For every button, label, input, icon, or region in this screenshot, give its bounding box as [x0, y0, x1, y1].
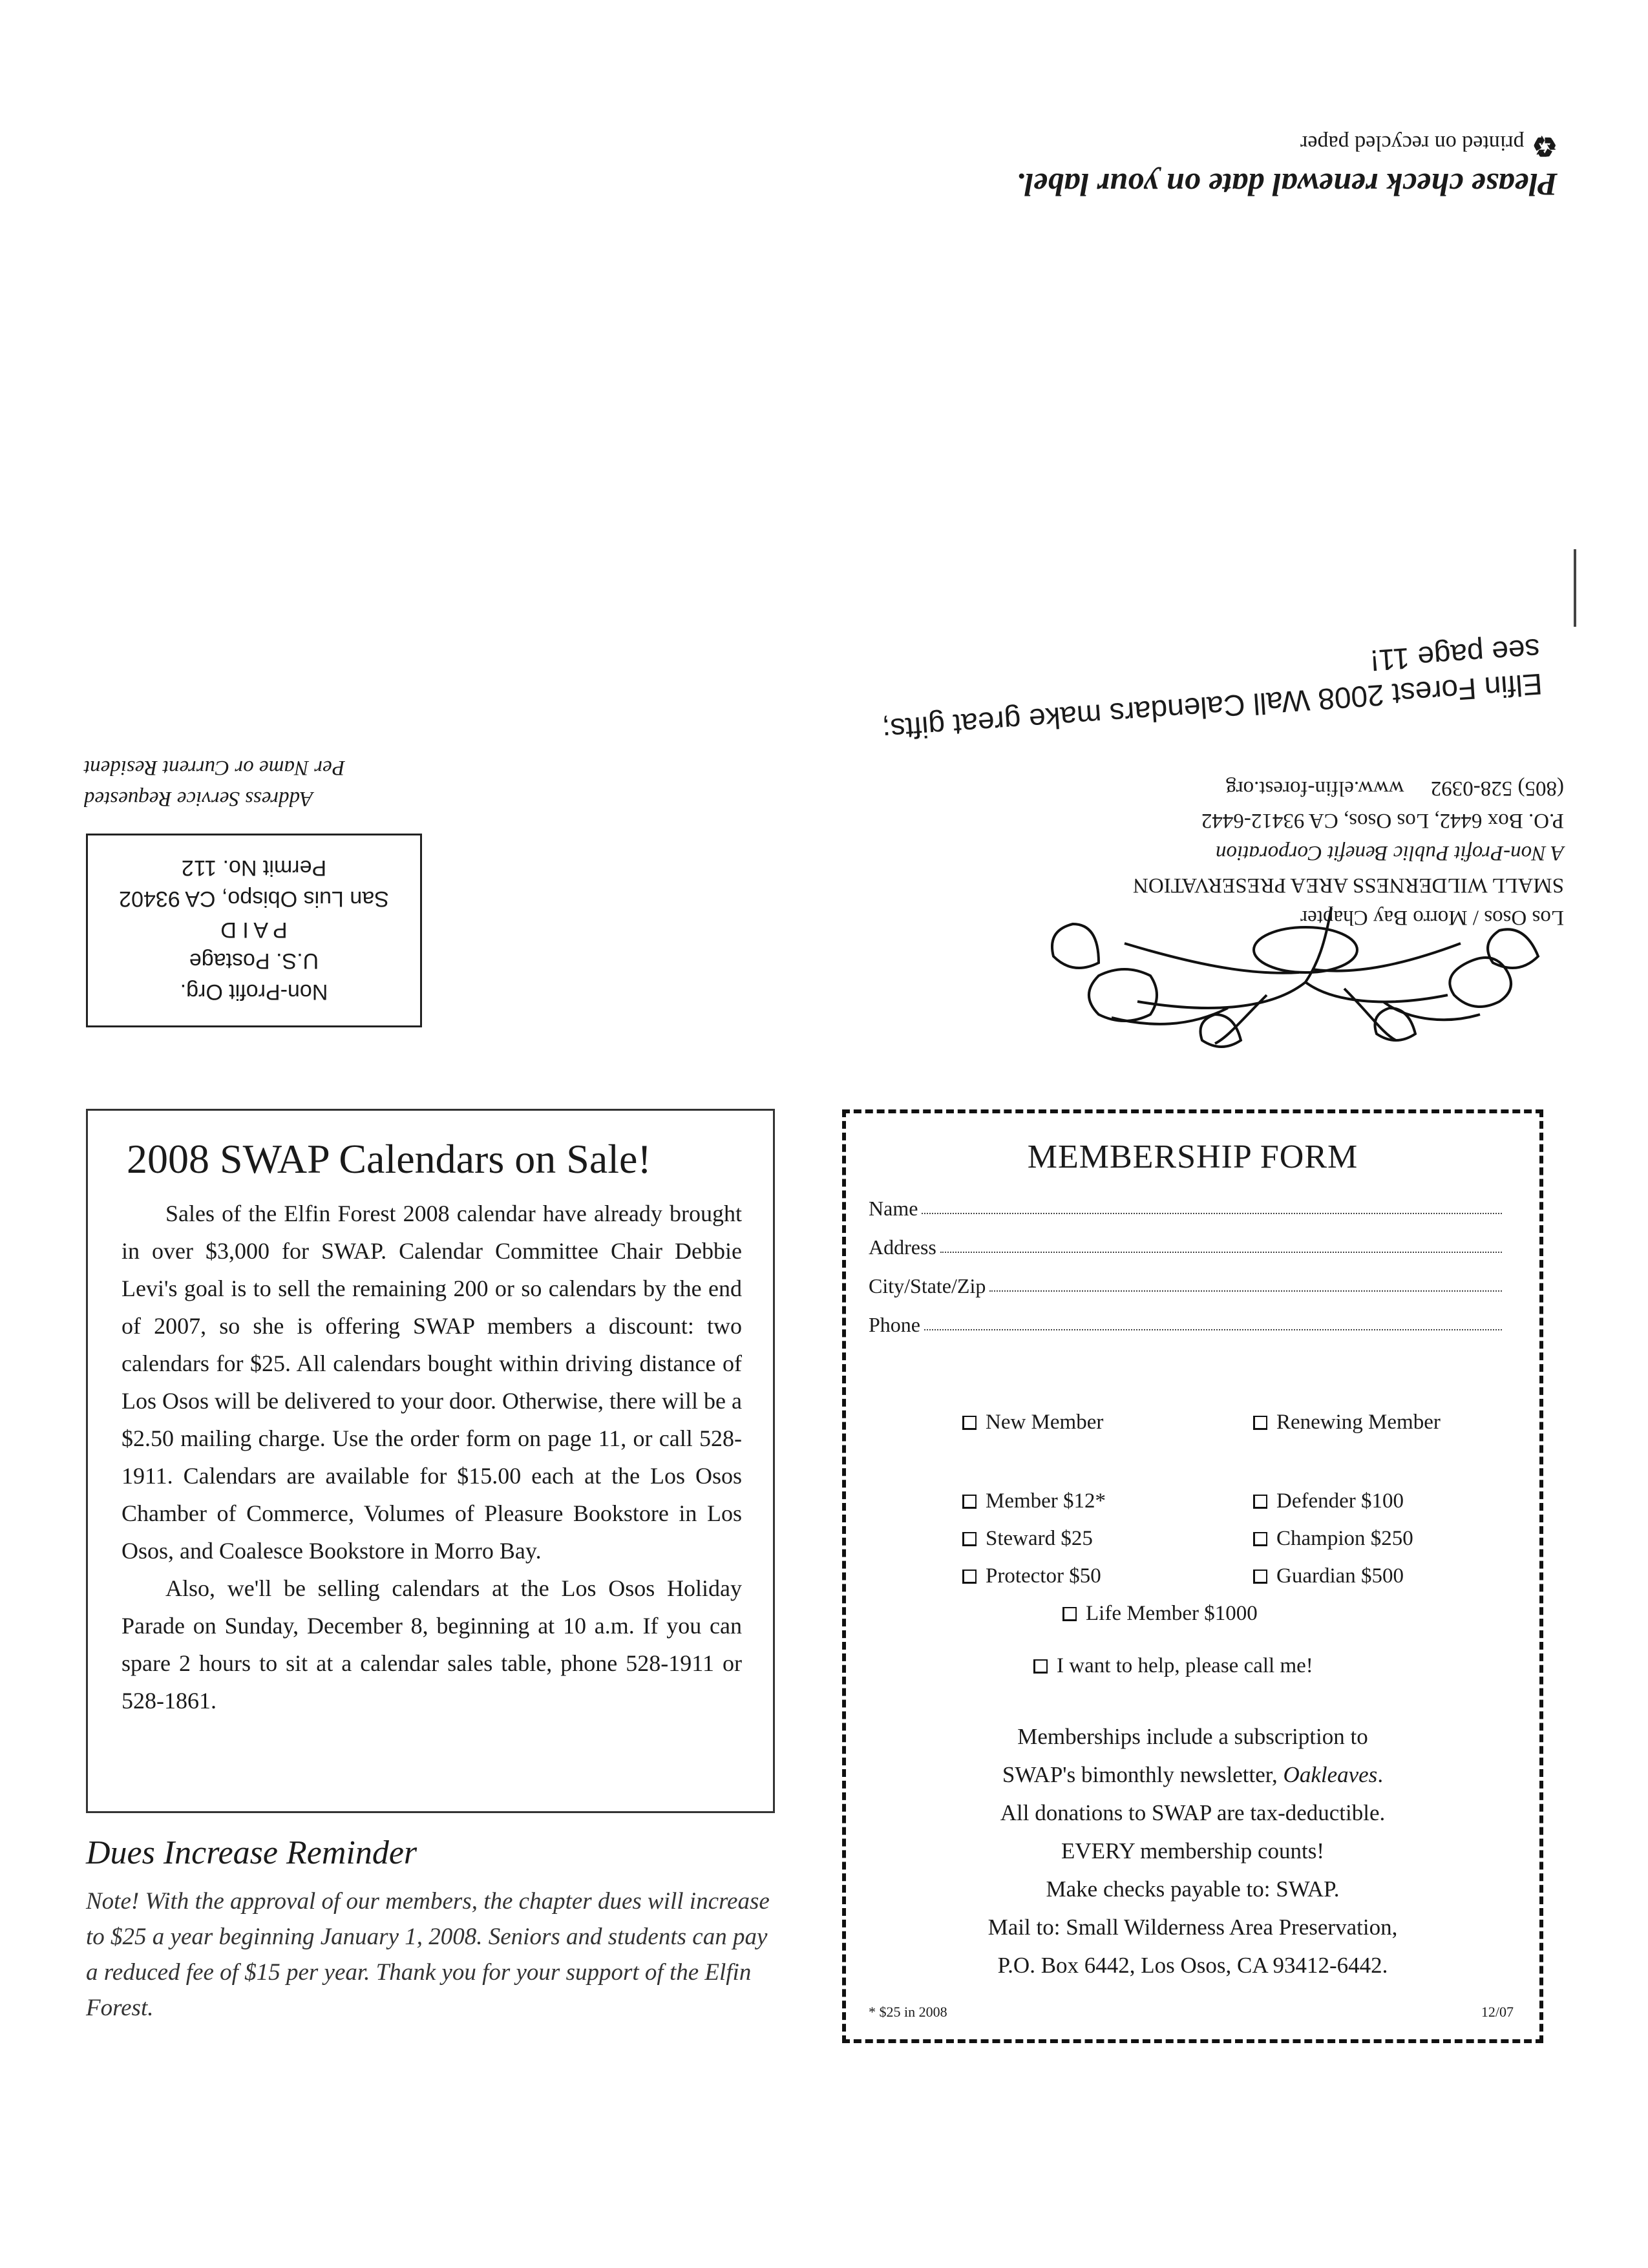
new-member-option[interactable]	[962, 1411, 1103, 1434]
recycled-note-line	[834, 129, 1558, 162]
city-line[interactable]	[989, 1289, 1502, 1292]
membership-info	[846, 1717, 1539, 1984]
indicia-line-4: San Luis Obispo, CA 93402	[119, 887, 389, 911]
form-code: 12/07	[1481, 2004, 1514, 2020]
address-label: Address	[869, 1235, 936, 1259]
footnote: * $25 in 2008	[869, 2004, 947, 2020]
info-line-4: EVERY membership counts!	[1061, 1838, 1324, 1864]
life-member-option[interactable]	[1062, 1602, 1258, 1626]
steward-option[interactable]	[962, 1527, 1093, 1551]
org-name: SMALL WILDERNESS AREA PRESERVATION	[1133, 874, 1564, 897]
oak-tree-icon	[1021, 905, 1577, 1053]
guardian-label: Guardian $500	[1276, 1564, 1404, 1588]
renewing-member-label: Renewing Member	[1276, 1411, 1441, 1434]
renewing-member-option[interactable]	[1253, 1411, 1441, 1434]
checkbox-icon[interactable]	[1253, 1495, 1267, 1509]
info-line-6: Mail to: Small Wilderness Area Preservation,	[988, 1915, 1398, 1940]
name-line[interactable]	[922, 1212, 1502, 1214]
form-title: MEMBERSHIP FORM	[1027, 1139, 1358, 1175]
defender-option[interactable]	[1253, 1489, 1404, 1513]
life-member-label: Life Member $1000	[1086, 1602, 1258, 1625]
city-label: City/State/Zip	[869, 1274, 986, 1297]
org-type: A Non-Profit Public Benefit Corporation	[1216, 841, 1564, 865]
org-phone: (805) 528-0392	[1430, 777, 1564, 800]
info-line-3: All donations to SWAP are tax-deductible.	[1000, 1800, 1386, 1825]
indicia-line-5: Permit No. 112	[181, 856, 327, 880]
protector-label: Protector $50	[986, 1564, 1101, 1588]
article-paragraph-2: Also, we'll be selling calendars at the Los Osos Holiday Parade on Sunday, December 8, beginning at 10 a.m. If you can spare 2 hours to sit at a calendar sales table, phone 528-1911 or 528-1861.	[121, 1575, 742, 1714]
info-line-5: Make checks payable to: SWAP.	[1046, 1876, 1340, 1902]
checkbox-icon[interactable]	[1253, 1532, 1267, 1546]
help-label: I want to help, please call me!	[1057, 1654, 1313, 1677]
article-body	[121, 1195, 742, 1719]
defender-label: Defender $100	[1276, 1489, 1404, 1513]
newsletter-name: Oakleaves	[1283, 1762, 1378, 1787]
org-contact	[866, 772, 1564, 804]
checkbox-icon[interactable]	[1253, 1416, 1267, 1430]
indicia-line-1: Non-Profit Org.	[180, 980, 328, 1004]
renewal-notice: Please check renewal date on your label.	[1016, 167, 1558, 203]
city-field[interactable]	[869, 1268, 1502, 1298]
member-label: Member $12*	[986, 1489, 1106, 1513]
checkbox-icon[interactable]	[1033, 1659, 1048, 1674]
checkbox-icon[interactable]	[1253, 1570, 1267, 1584]
org-website: www.elfin-forest.org	[1225, 777, 1404, 800]
name-field[interactable]	[869, 1191, 1502, 1221]
address-line[interactable]	[940, 1250, 1502, 1253]
guardian-option[interactable]	[1253, 1564, 1404, 1588]
member-option[interactable]	[962, 1489, 1106, 1513]
checkbox-icon[interactable]	[962, 1570, 977, 1584]
recycle-icon: ♻	[1532, 130, 1558, 162]
info-line-2	[846, 1756, 1539, 1794]
address-service: Address Service Requested	[84, 787, 313, 810]
indicia-line-3: P A I D	[220, 918, 288, 942]
new-member-label: New Member	[986, 1411, 1104, 1434]
dues-title: Dues Increase Reminder	[86, 1834, 417, 1871]
info-line-1: Memberships include a subscription to	[1017, 1724, 1368, 1749]
checkbox-icon[interactable]	[962, 1532, 977, 1546]
name-label: Name	[869, 1197, 918, 1220]
calendar-article	[86, 1109, 775, 1813]
info-line-7: P.O. Box 6442, Los Osos, CA 93412-6442.	[997, 1953, 1388, 1978]
membership-form	[842, 1109, 1543, 2043]
steward-label: Steward $25	[986, 1527, 1093, 1550]
info-line-2c: .	[1377, 1762, 1384, 1787]
oak-tree-logo	[1021, 905, 1577, 1053]
org-address: P.O. Box 6442, Los Osos, CA 93412-6442	[1201, 809, 1564, 832]
champion-label: Champion $250	[1276, 1527, 1413, 1550]
renewal-notice-block	[834, 107, 1558, 204]
scan-mark	[1574, 549, 1576, 627]
article-paragraph-1: Sales of the Elfin Forest 2008 calendar have already brought in over $3,000 for SWAP. Calendar Committee Chair Debbie Levi's goal is to sell the remaining 200 or so calendars by the end of 2007, so she is offering SWAP members a discount: two calendars for $25. All calendars bought within driving distance of Los Osos will be delivered to your door. Otherwise, there will be a $2.50 mailing charge. Use the order form on page 11, or call 528-1911. Calendars are available for $15.00 each at the Los Osos Chamber of Commerce, Volumes of Pleasure Bookstore in Los Osos, and Coalesce Bookstore in Morro Bay.	[121, 1201, 742, 1564]
checkbox-icon[interactable]	[962, 1495, 977, 1509]
phone-line[interactable]	[924, 1328, 1502, 1330]
protector-option[interactable]	[962, 1564, 1101, 1588]
phone-label: Phone	[869, 1313, 920, 1336]
indicia-line-2: U.S. Postage	[189, 949, 319, 973]
phone-field[interactable]	[869, 1307, 1502, 1337]
checkbox-icon[interactable]	[962, 1416, 977, 1430]
checkbox-icon[interactable]	[1062, 1607, 1077, 1621]
info-line-2a: SWAP's bimonthly newsletter,	[1002, 1762, 1284, 1787]
article-title: 2008 SWAP Calendars on Sale!	[127, 1136, 651, 1182]
per-name: Per Name or Current Resident	[84, 756, 345, 779]
help-option[interactable]	[1033, 1654, 1313, 1678]
org-chapter: Los Osos / Morro Bay Chapter	[1300, 906, 1564, 929]
dues-text: Note! With the approval of our members, the chapter dues will increase to $25 a year beginning January 1, 2008. Seniors and students can pay a reduced fee of $15 per year. Thank you for your support of the Elfin Forest.	[86, 1888, 770, 2021]
postage-indicia	[86, 834, 422, 1027]
champion-option[interactable]	[1253, 1527, 1413, 1551]
recycled-note: printed on recycled paper	[1300, 131, 1525, 155]
address-service-block	[84, 743, 485, 814]
address-field[interactable]	[869, 1230, 1502, 1259]
promo-line-1: Elfin Forest 2008 Wall Calendars make great gifts;	[881, 667, 1544, 747]
calendar-promo	[881, 527, 1544, 747]
promo-line-2: see page 11!	[1369, 632, 1541, 678]
